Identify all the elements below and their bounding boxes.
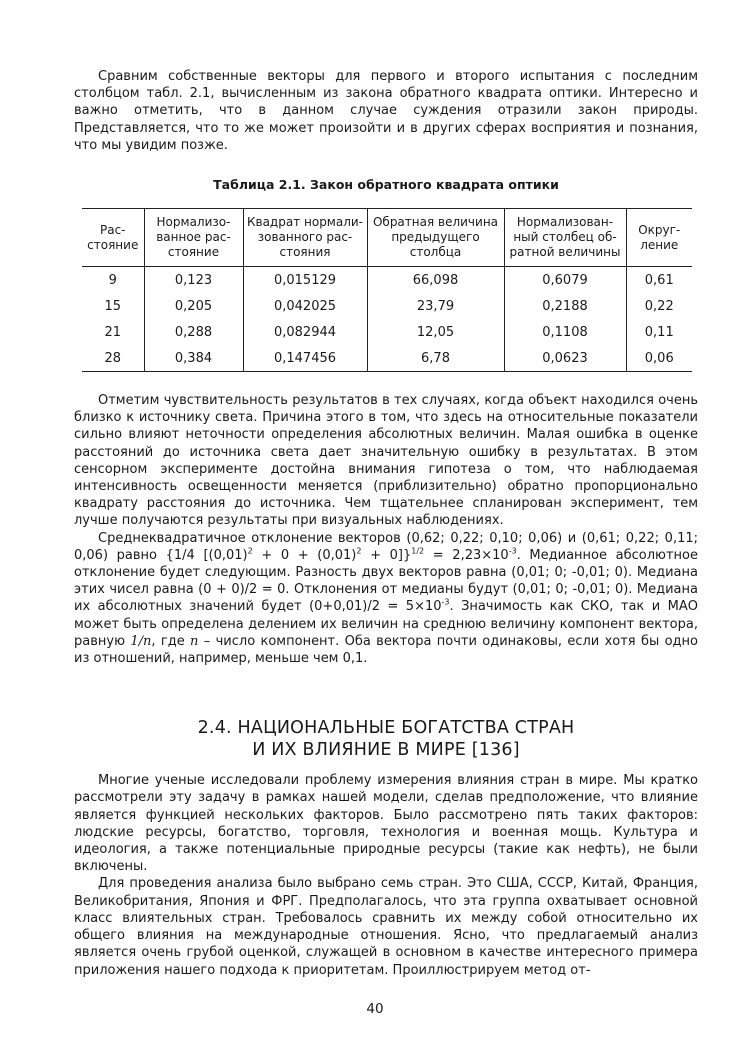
- formula-fraction: 1/n: [130, 633, 152, 649]
- influence-paragraph: Многие ученые исследовали проблему измерения влияния стран в мире. Мы кратко рассмотрели эту задачу в рамках нашей модели, сделав предположение, что влияние является функцией нескольких факторов. Было рассмотрено пять таких факторов: людские ресурсы, богатство, торговля, технология и военная мощь. Культура и идеология, а также потенциальные природные ресурсы (такие как нефть), не были включены.: [74, 773, 698, 875]
- table-cell: 0,22: [626, 293, 692, 319]
- superscript: 1/2: [411, 546, 425, 556]
- table-cell: 0,147456: [243, 345, 367, 372]
- formula-variable: n: [190, 633, 199, 649]
- sensitivity-paragraph: Отметим чувствительность результатов в тех случаях, когда объект находился очень близко к источнику света. Причина этого в том, что здесь на относительные показатели сильно влияют неточности определения абсолютных величин. Малая ошибка в оценке расстояний до источника света дает значительную ошибку в результатах. В этом сенсорном эксперименте достойна внимания гипотеза о том, что наблюдаемая интенсивность освещенности меняется (приблизительно) обратно пропорционально квадрату расстояния до источника. Чем тщательнее спланирован эксперимент, тем лучше получаются результаты при визуальных наблюдениях.: [74, 393, 698, 529]
- table-header-row: [82, 209, 692, 267]
- text-run: = 2,23×10: [424, 547, 509, 563]
- table-cell: 0,015129: [243, 267, 367, 294]
- text-run: Среднеквадратичное отклонение векторов (0,62; 0,22; 0,10; 0,06) и (0,61; 0,22; 0,11; 0,06) равно {1/4 [(0,01): [74, 530, 698, 563]
- table-row: [82, 267, 692, 294]
- table-cell: 0,082944: [243, 319, 367, 345]
- table-cell: 6,78: [367, 345, 504, 372]
- table-caption: Таблица 2.1. Закон обратного квадрата оптики: [213, 177, 559, 193]
- text-run: + 0]}: [361, 547, 412, 563]
- text-run: + 0 + (0,01): [252, 547, 357, 563]
- header-normalized-distance: Нормализо-ванное рас-стояние: [144, 209, 243, 267]
- table-cell: 0,205: [144, 293, 243, 319]
- optics-table: [82, 208, 692, 372]
- section-heading-line-1: 2.4. НАЦИОНАЛЬНЫЕ БОГАТСТВА СТРАН: [197, 718, 575, 739]
- superscript: 2: [247, 546, 253, 556]
- table-cell: 0,384: [144, 345, 243, 372]
- superscript: -3: [441, 598, 450, 608]
- table-row: [82, 293, 692, 319]
- section-heading: [74, 717, 698, 761]
- header-rounding: Округ-ление: [626, 209, 692, 267]
- table-cell: 0,123: [144, 267, 243, 294]
- table-cell: 0,11: [626, 319, 692, 345]
- text-run: . Медианное абсолютное отклонение будет следующим. Разность двух векторов равна (0,01; 0; -0,01; 0). Медиана этих чисел равна (0 + 0)/2 = 0. Отклонения от медианы будут (0,01; 0; -0,01; 0). Медиана их абсолютных значений будет (0+0,01)/2 = 5×10: [74, 547, 698, 615]
- table-cell: 0,2188: [504, 293, 626, 319]
- table-cell: 0,288: [144, 319, 243, 345]
- section-heading-line-2: И ИХ ВЛИЯНИЕ В МИРЕ [136]: [252, 740, 520, 761]
- table-cell: 9: [108, 272, 117, 288]
- table-cell: 23,79: [367, 293, 504, 319]
- table-cell: 0,1108: [504, 319, 626, 345]
- header-squared-normalized: Квадрат нормали-зованного рас-стояния: [243, 209, 367, 267]
- table-cell: 0,0623: [504, 345, 626, 372]
- text-run: – число компонент. Оба вектора почти одинаковы, если хотя бы одно из отношений, например, меньше чем 0,1.: [74, 633, 698, 667]
- table-cell: 12,05: [367, 319, 504, 345]
- header-reciprocal: Обратная величина предыдущего столбца: [367, 209, 504, 267]
- table-cell: 15: [104, 298, 122, 314]
- page-content: [74, 68, 698, 979]
- table-cell: 66,098: [367, 267, 504, 294]
- superscript: -3: [508, 546, 517, 556]
- table-row: [82, 345, 692, 372]
- table-cell: 28: [82, 345, 144, 372]
- table-cell: 0,042025: [243, 293, 367, 319]
- table-row: [82, 319, 692, 345]
- table-cell: 21: [104, 324, 122, 340]
- header-normalized-reciprocal: Нормализован-ный столбец об-ратной величины: [504, 209, 626, 267]
- deviation-paragraph: [74, 530, 698, 668]
- table-cell: 0,06: [626, 345, 692, 372]
- table-cell: 0,61: [626, 267, 692, 294]
- table-cell: 0,6079: [504, 267, 626, 294]
- text-run: . Значимость как СКО, так и МАО может быть определена делением их величин на среднюю величину компонент вектора, равную: [74, 599, 698, 649]
- superscript: 2: [356, 546, 362, 556]
- text-run: , где: [151, 633, 191, 649]
- header-distance: Рас-стояние: [82, 209, 144, 267]
- page-number: 40: [366, 1001, 384, 1017]
- countries-paragraph: Для проведения анализа было выбрано семь стран. Это США, СССР, Китай, Франция, Великобритания, Япония и ФРГ. Предполагалось, что эта группа охватывает основной класс влиятельных стран. Требовалось сравнить их между собой относительно их общего влияния на международные отношения. Ясно, что предлагаемый анализ является очень грубой оценкой, служащей в основном в качестве интересного примера приложения нашего подхода к приоритетам. Проиллюстрируем метод от-: [74, 876, 698, 978]
- intro-paragraph: Сравним собственные векторы для первого и второго испытания с последним столбцом табл. 2.1, вычисленным из закона обратного квадрата оптики. Интересно и важно отметить, что в данном случае суждения отразили закон природы. Представляется, что то же может произойти и в других сферах восприятия и познания, что мы увидим позже.: [74, 69, 698, 153]
